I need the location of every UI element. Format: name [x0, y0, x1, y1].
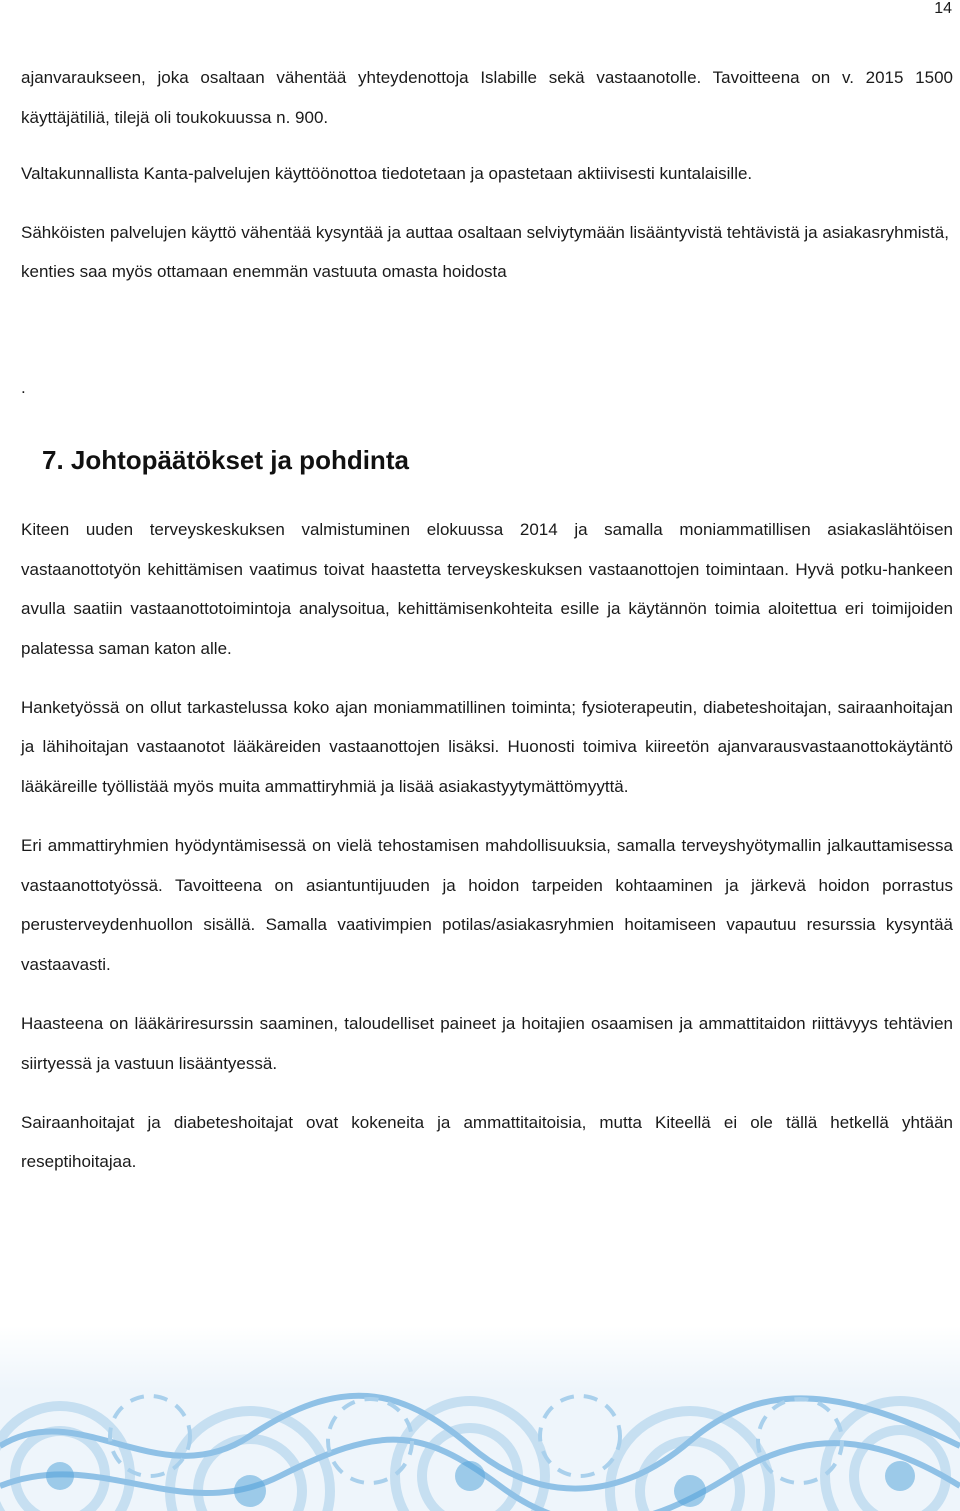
paragraph-kanta: Valtakunnallista Kanta-palvelujen käyttöönottoa tiedotetaan ja opastetaan aktiivisesti kuntalaisille.	[21, 164, 753, 184]
section-body	[21, 510, 953, 1201]
paragraph-section-1: Kiteen uuden terveyskeskuksen valmistuminen elokuussa 2014 ja samalla moniammatillisen asiakaslähtöisen vastaanottotyön kehittämisen vaatimus toivat haastetta terveyskeskuksen vastaanottojen toimintaan. Hyvä potku-hankeen avulla saatiin vastaanottotoimintoja analysoitua, kehittämisenkohteita esille ja käytännön toimia aloitettua eri toimijoiden palatessa saman katon alle.	[21, 520, 953, 658]
section-heading: 7. Johtopäätökset ja pohdinta	[42, 445, 409, 475]
paragraph-section-4: Haasteena on lääkäriresurssin saaminen, taloudelliset paineet ja hoitajien osaamisen ja ammattitaidon riittävyys tehtävien siirtyessä ja vastuun lisääntyessä.	[21, 1014, 953, 1073]
paragraph-section-2: Hanketyössä on ollut tarkastelussa koko ajan moniammatillinen toiminta; fysioterapeutin, diabeteshoitajan, sairaanhoitajan ja lähihoitajan vastaanotot lääkäreiden vastaanottojen lisäksi. Huonosti toimiva kiireetön ajanvarausvastaanottokäytäntö lääkäreille työllistää myös muita ammattiryhmiä ja lisää asiakastyytymättömyyttä.	[21, 697, 953, 797]
paragraph-sahkoiset-palvelut: Sähköisten palvelujen käyttö vähentää kysyntää ja auttaa osaltaan selviytymään lisääntyvistä tehtävistä ja asiakasryhmistä, kenties saa myös ottamaan enemmän vastuuta omasta hoidosta	[21, 222, 949, 282]
paragraph-ajanvaraus: ajanvaraukseen, joka osaltaan vähentää yhteydenottoja Islabille sekä vastaanotolle. Tavoitteena on v. 2015 1500 käyttäjätiliä, tilejä oli toukokuussa n. 900.	[21, 68, 953, 127]
paragraph-section-5: Sairaanhoitajat ja diabeteshoitajat ovat kokeneita ja ammattitaitoisia, mutta Kiteellä ei ole tällä hetkellä yhtään reseptihoitajaa.	[21, 1112, 953, 1172]
page-body-top	[21, 58, 953, 292]
stray-period: .	[21, 378, 26, 397]
paragraph-section-3: Eri ammattiryhmien hyödyntämisessä on vielä tehostamisen mahdollisuuksia, samalla terveyshyötymallin jalkauttamisessa vastaanottotyössä. Tavoitteena on asiantuntijuuden ja hoidon tarpeiden kohtaaminen ja järkevä hoidon porrastus perusterveydenhuollon sisällä. Samalla vaativimpien potilas/asiakasryhmien hoitamiseen vapautuu resurssia kysyntää vastaavasti.	[21, 836, 953, 974]
page-number: 14	[934, 0, 952, 17]
wave-pattern-decoration-icon	[0, 1326, 960, 1511]
